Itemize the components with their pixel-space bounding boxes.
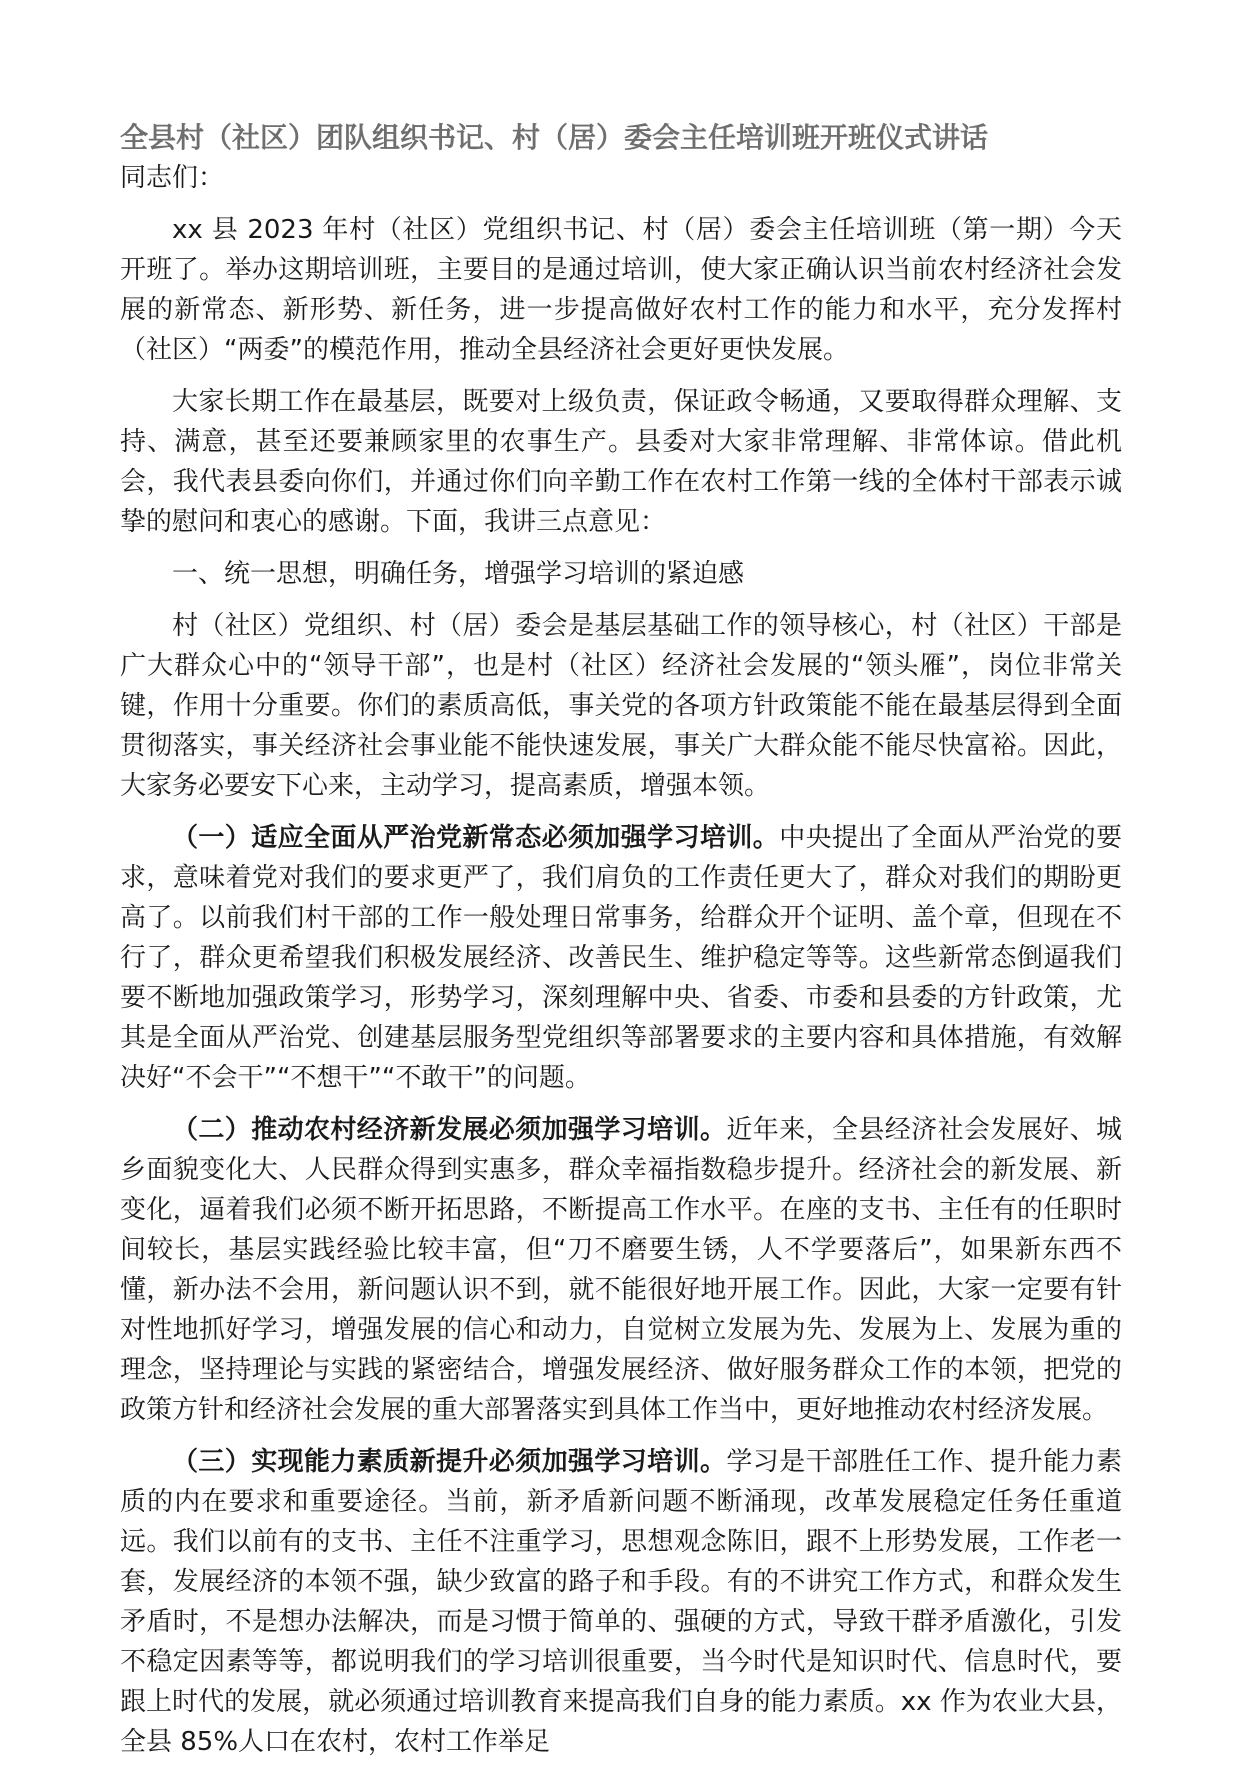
paragraph-text: 村（社区）党组织、村（居）委会是基层基础工作的领导核心，村（社区）干部是广大群众心中的“领导干部”，也是村（社区）经济社会发展的“领头雁”，岗位非常关键，作用十分重要。你们的素质高低，事关党的各项方针政策能不能在最基层得到全面贯彻落实，事关经济社会事业能不能快速发展，事关广大群众能不能尽快富裕。因此，大家务必要安下心来，主动学习，提高素质，增强本领。: [120, 611, 1122, 801]
paragraph-text: 中央提出了全面从严治党的要求，意味着党对我们的要求更严了，我们肩负的工作责任更大了，群众对我们的期盼更高了。以前我们村干部的工作一般处理日常事务，给群众开个证明、盖个章，但现在不行了，群众更希望我们积极发展经济、改善民生、维护稳定等等。这些新常态倒逼我们要不断地加强政策学习，形势学习，深刻理解中央、省委、市委和县委的方针政策，尤其是全面从严治党、创建基层服务型党组织等部署要求的主要内容和具体措施，有效解决好“不会干”“不想干”“不敢干”的问题。: [120, 823, 1122, 1093]
document-title: 全县村（社区）团队组织书记、村（居）委会主任培训班开班仪式讲话: [120, 121, 989, 154]
paragraph-point-3: [120, 1442, 1122, 1762]
paragraph-point-2: [120, 1110, 1122, 1430]
paragraph-thanks: [120, 382, 1122, 542]
paragraph-text: xx 县 2023 年村（社区）党组织书记、村（居）委会主任培训班（第一期）今天开班了。举办这期培训班，主要目的是通过培训，使大家正确认识当前农村经济社会发展的新常态、新形势、新任务，进一步提高做好农村工作的能力和水平，充分发挥村（社区）“两委”的模范作用，推动全县经济社会更好更快发展。: [120, 215, 1122, 365]
document-page: [120, 118, 1122, 1774]
paragraph-lead: （一）适应全面从严治党新常态必须加强学习培训。: [172, 823, 780, 853]
paragraph-point-1: [120, 818, 1122, 1098]
paragraph-text: 大家长期工作在最基层，既要对上级负责，保证政令畅通，又要取得群众理解、支持、满意，甚至还要兼顾家里的农事生产。县委对大家非常理解、非常体谅。借此机会，我代表县委向你们，并通过你们向辛勤工作在农村工作第一线的全体村干部表示诚挚的慰问和衷心的感谢。下面，我讲三点意见：: [120, 387, 1122, 537]
paragraph-opening: [120, 210, 1122, 370]
paragraph-text: 近年来，全县经济社会发展好、城乡面貌变化大、人民群众得到实惠多，群众幸福指数稳步提升。经济社会的新发展、新变化，逼着我们必须不断开拓思路，不断提高工作水平。在座的支书、主任有的任职时间较长，基层实践经验比较丰富，但“刀不磨要生锈，人不学要落后”，如果新东西不懂，新办法不会用，新问题认识不到，就不能很好地开展工作。因此，大家一定要有针对性地抓好学习，增强发展的信心和动力，自觉树立发展为先、发展为上、发展为重的理念，坚持理论与实践的紧密结合，增强发展经济、做好服务群众工作的本领，把党的政策方针和经济社会发展的重大部署落实到具体工作当中，更好地推动农村经济发展。: [120, 1115, 1122, 1425]
paragraph-text: 一、统一思想，明确任务，增强学习培训的紧迫感: [172, 559, 745, 589]
paragraph-leadership-core: [120, 606, 1122, 806]
section-heading-1: [120, 554, 1122, 594]
salutation: 同志们：: [120, 163, 225, 193]
paragraph-lead: （三）实现能力素质新提升必须加强学习培训。: [172, 1447, 727, 1477]
paragraph-lead: （二）推动农村经济新发展必须加强学习培训。: [172, 1115, 727, 1145]
paragraph-text: 学习是干部胜任工作、提升能力素质的内在要求和重要途径。当前，新矛盾新问题不断涌现，改革发展稳定任务任重道远。我们以前有的支书、主任不注重学习，思想观念陈旧，跟不上形势发展，工作老一套，发展经济的本领不强，缺少致富的路子和手段。有的不讲究工作方式，和群众发生矛盾时，不是想办法解决，而是习惯于简单的、强硬的方式，导致干群矛盾激化，引发不稳定因素等等，都说明我们的学习培训很重要，当今时代是知识时代、信息时代，要跟上时代的发展，就必须通过培训教育来提高我们自身的能力素质。xx 作为农业大县，全县 85%人口在农村，农村工作举足: [120, 1447, 1122, 1757]
